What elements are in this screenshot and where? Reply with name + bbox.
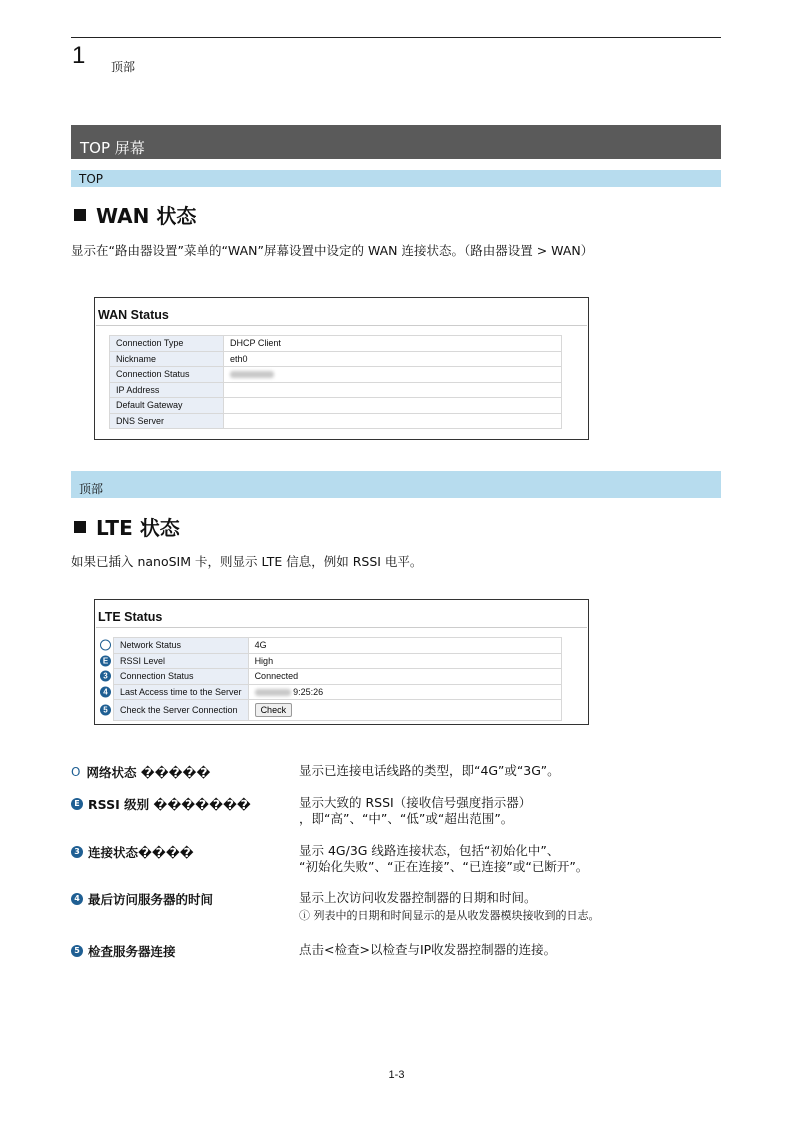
term-text: 检查服务器连接 [88,944,176,959]
row-key [114,638,249,654]
wan-status-panel [94,297,589,440]
table-row [114,653,562,669]
chapter-number: 1 [72,42,86,69]
table-row [114,700,562,721]
row-key: Default Gateway [110,398,224,414]
term-text: 网络状态 ����� [86,765,211,780]
row-value [248,700,561,721]
callout-badge: 5 [100,705,111,716]
definition-text: 点击<检查>以检查与IP收发器控制器的连接。 [299,942,557,957]
callout-badge: O [71,765,81,779]
redacted-date [255,689,291,696]
row-key [103,700,249,721]
lte-description: 如果已插入 nanoSIM 卡，则显示 LTE 信息，例如 RSSI 电平。 [71,554,423,569]
table-row [110,351,562,367]
callout-badge: 3 [100,671,111,682]
table-row [110,382,562,398]
definition-term [71,942,176,960]
definition-text: 显示已连接电话线路的类型，即“4G”或“3G”。 [299,763,560,778]
row-key: Connection Status [110,367,224,383]
lte-heading [71,512,180,541]
callout-badge: 4 [71,893,83,905]
definition-term [71,890,213,908]
lte-status-panel [94,599,589,725]
definition-text: 显示大致的 RSSI（接收信号强度指示器） ，即“高”、“中”、“低”或“超出范围”。 [299,795,532,826]
row-key: Connection Type [110,336,224,352]
definition-term [71,843,194,861]
wan-status-table [109,335,562,429]
lte-status-table [102,637,562,721]
definition-text: 显示上次访问收发器控制器的日期和时间。 [299,890,537,905]
row-value-redacted [224,367,562,383]
row-value [224,413,562,429]
wan-heading-text: WAN 状态 [96,204,197,228]
row-key-text: Last Access time to the Server [120,686,242,697]
row-value: Connected [248,669,561,685]
row-value: DHCP Client [224,336,562,352]
callout-badge: E [71,798,83,810]
callout-badge: 4 [100,686,111,697]
chapter-title: 顶部 [111,60,136,74]
table-row [114,638,562,654]
definition-term [71,795,251,813]
square-bullet-icon [74,209,86,221]
redacted-value [230,371,274,378]
callout-badge: 3 [71,846,83,858]
row-key [102,653,249,669]
term-text: 最后访问服务器的时间 [88,892,214,907]
row-value: High [248,653,561,669]
lte-panel-title: LTE Status [96,600,587,628]
row-value: 4G [248,638,561,654]
row-key [103,684,249,700]
wan-panel-title: WAN Status [96,298,587,326]
row-key: IP Address [110,382,224,398]
row-value [224,382,562,398]
row-value: eth0 [224,351,562,367]
page-number: 1-3 [388,1069,405,1081]
table-row [110,336,562,352]
table-row [110,398,562,414]
table-row [110,413,562,429]
section-banner: TOP 屏幕 [71,125,721,159]
wan-description: 显示在“路由器设置”菜单的“WAN”屏幕设置中设定的 WAN 连接状态。（路由器设置 > WAN） [71,243,594,258]
lte-heading-text: LTE 状态 [96,516,180,540]
row-key-text: RSSI Level [120,655,166,666]
definition-text: 显示 4G/3G 线路连接状态，包括“初始化中”、 “初始化失败”、“正在连接”、“已连接”或“已断开”。 [299,843,589,874]
table-row [110,367,562,383]
definition-term [71,763,210,781]
definition-note: ⓘ 列表中的日期和时间显示的是从收发器模块接收到的日志。 [299,909,600,922]
row-key-text: Connection Status [120,671,194,682]
callout-badge: E [100,655,111,666]
square-bullet-icon [74,521,86,533]
table-row [114,684,562,700]
row-key: DNS Server [110,413,224,429]
row-key-text: Check the Server Connection [120,705,238,715]
row-key-text: Network Status [120,640,182,651]
check-button[interactable]: Check [255,703,293,717]
term-text: 连接状态���� [88,845,194,860]
row-key: Nickname [110,351,224,367]
term-text: RSSI 级别 ������� [88,797,251,812]
definition-text-block [299,890,719,924]
row-key [103,669,249,685]
chapter-rule [71,37,721,38]
callout-badge [100,640,111,651]
lte-section-label: 顶部 [71,471,721,498]
table-row [114,669,562,685]
row-value [224,398,562,414]
wan-section-label: TOP [71,170,721,187]
row-value [248,684,561,700]
callout-badge: 5 [71,945,83,957]
access-time: 9:25:26 [293,686,324,697]
wan-heading [71,200,196,229]
